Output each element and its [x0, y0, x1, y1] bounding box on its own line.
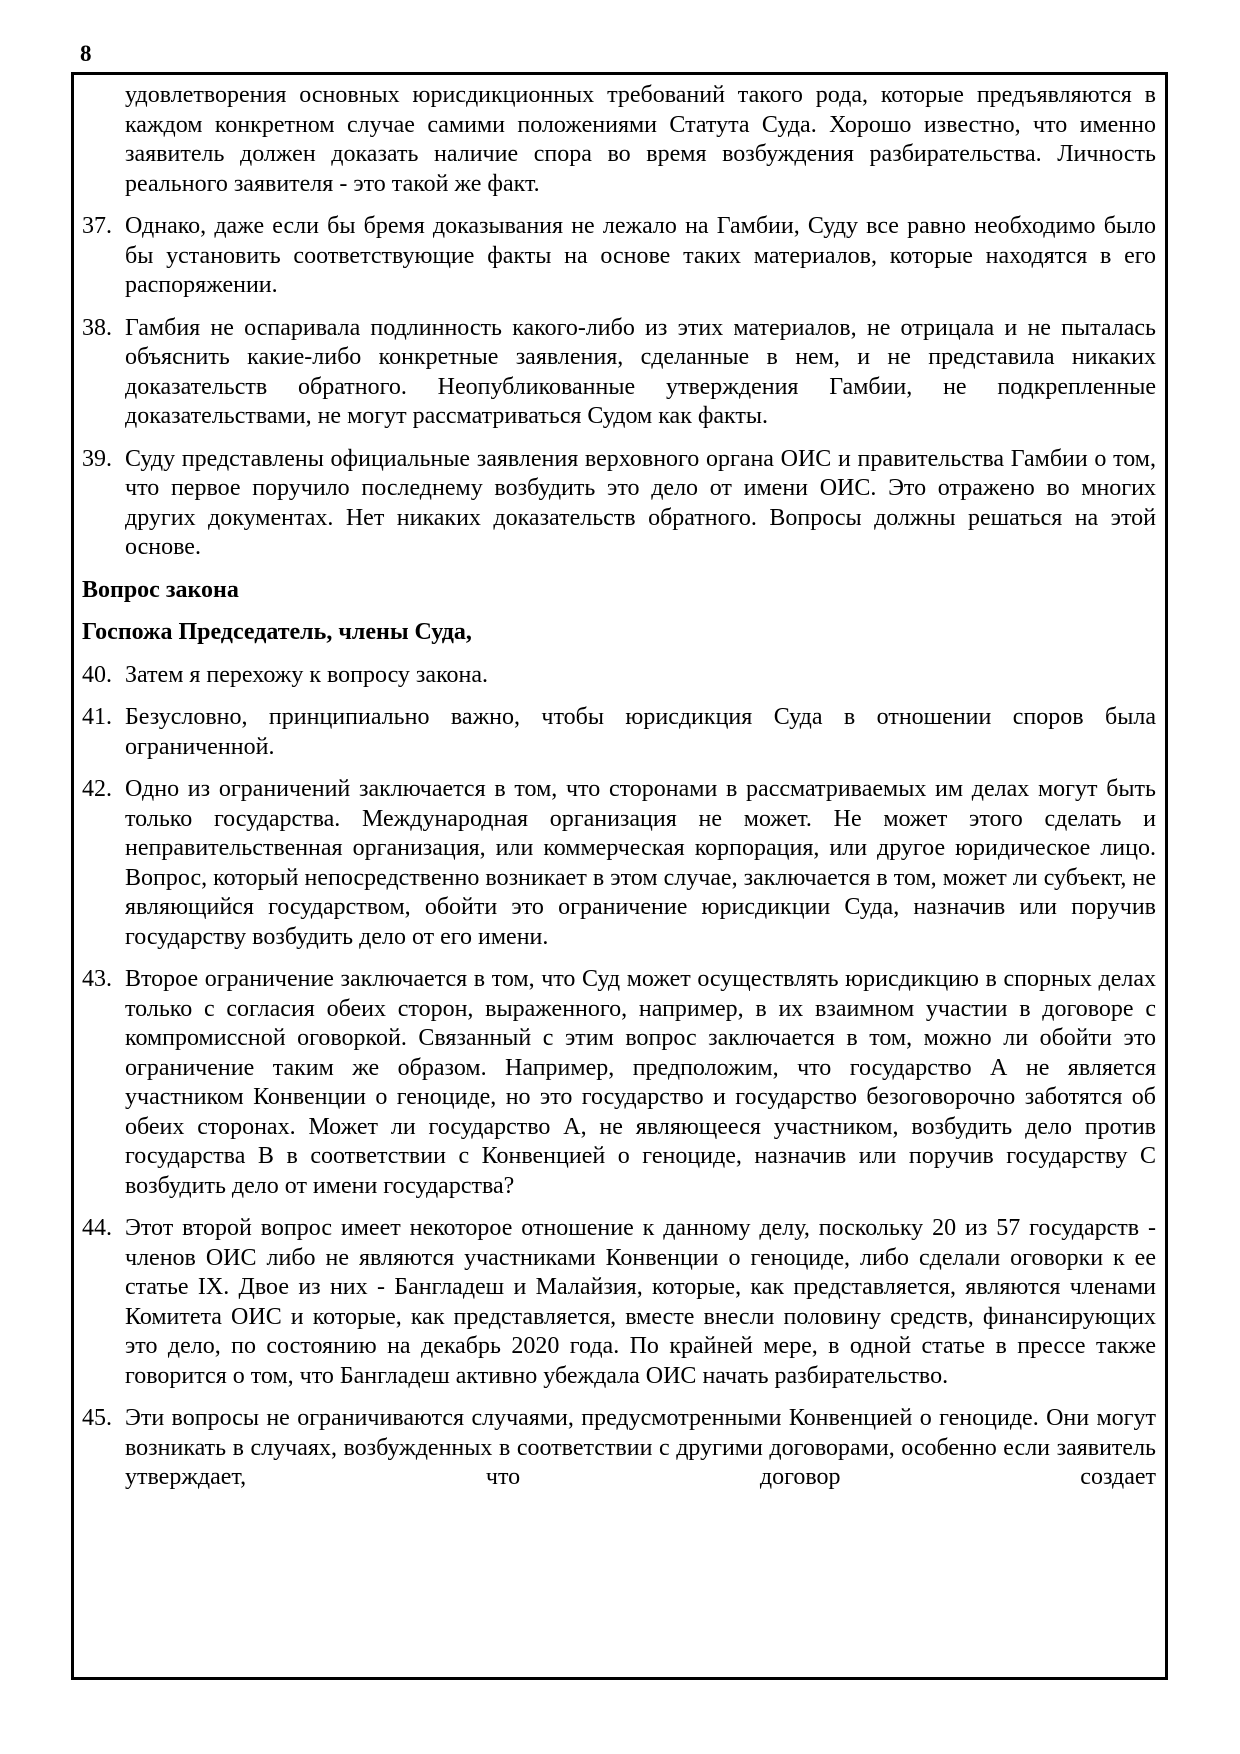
document-frame [71, 72, 1168, 1680]
paragraph-number: 41. [82, 704, 112, 730]
paragraph-text: Этот второй вопрос имеет некоторое отношение к данному делу, поскольку 20 из 57 государств - членов ОИС либо не являются участниками Конвенции о геноциде, либо сделали оговорки к ее статье IX. Двое из них - Бангладеш и Малайзия, которые, как представляется, являются членами Комитета ОИС и которые, как представляется, вместе внесли половину средств, финансирующих это дело, по состоянию на декабрь 2020 года. По крайней мере, в одной статье в прессе также говорится о том, что Бангладеш активно убеждала ОИС начать разбирательство. [125, 1215, 1156, 1389]
page-number: 8 [80, 41, 92, 66]
paragraph-number: 42. [82, 776, 112, 802]
paragraph-42 [82, 775, 1156, 952]
paragraph-number: 37. [82, 213, 112, 239]
paragraph-number: 40. [82, 661, 112, 688]
paragraph-45 [82, 1404, 1156, 1493]
paragraph-39 [82, 445, 1156, 563]
paragraph-number: 45. [82, 1405, 112, 1431]
continuation-paragraph: удовлетворения основных юрисдикционных требований такого рода, которые предъявляются в каждом конкретном случае самими положениями Статута Суда. Хорошо известно, что именно заявитель должен доказать наличие спора во время возбуждения разбирательства. Личность реального заявителя - это такой же факт. [125, 82, 1156, 197]
paragraph-number: 43. [82, 966, 112, 992]
paragraph-number: 44. [82, 1215, 112, 1241]
paragraph-text: Второе ограничение заключается в том, что Суд может осуществлять юрисдикцию в спорных делах только с согласия обеих сторон, выраженного, например, в их взаимном участии в договоре с компромиссной оговоркой. Связанный с этим вопрос заключается в том, можно ли обойти это ограничение таким же образом. Например, предположим, что государство А не является участником Конвенции о геноциде, но это государство и государство безоговорочно заботятся об обеих сторонах. Может ли государство А, не являющееся участником, возбудить дело против государства В в соответствии с Конвенцией о геноциде, назначив или поручив государству С возбудить дело от имени государства? [125, 966, 1156, 1199]
paragraph-37 [82, 212, 1156, 301]
paragraph-43 [82, 965, 1156, 1201]
paragraph-text: Гамбия не оспаривала подлинность какого-либо из этих материалов, не отрицала и не пыталась объяснить какие-либо конкретные заявления, сделанные в нем, и не представила никаких доказательств обратного. Неопубликованные утверждения Гамбии, не подкрепленные доказательствами, не могут рассматриваться Судом как факты. [125, 314, 1156, 429]
paragraph-40 [82, 661, 1156, 691]
address-heading: Госпожа Председатель, члены Суда, [82, 619, 472, 645]
paragraph-text: Безусловно, принципиально важно, чтобы юрисдикция Суда в отношении споров была ограниченной. [125, 704, 1156, 760]
paragraph-text: Суду представлены официальные заявления верховного органа ОИС и правительства Гамбии о том, что первое поручило последнему возбудить это дело от имени ОИС. Это отражено во многих других документах. Нет никаких доказательств обратного. Вопросы должны решаться на этой основе. [125, 445, 1156, 560]
paragraph-41 [82, 703, 1156, 762]
paragraph-number: 39. [82, 445, 112, 472]
paragraph-text: Одно из ограничений заключается в том, что сторонами в рассматриваемых им делах могут быть только государства. Международная организация не может. Не может этого сделать и неправительственная организация, или коммерческая корпорация, или другое юридическое лицо. Вопрос, который непосредственно возникает в этом случае, заключается в том, может ли субъект, не являющийся государством, обойти это ограничение юрисдикции Суда, назначив или поручив государству возбудить дело от его имени. [125, 776, 1156, 950]
paragraph-44 [82, 1214, 1156, 1391]
paragraph-text: Однако, даже если бы бремя доказывания не лежало на Гамбии, Суду все равно необходимо было бы установить соответствующие факты на основе таких материалов, которые находятся в его распоряжении. [125, 213, 1156, 298]
paragraph-text: Эти вопросы не ограничиваются случаями, предусмотренными Конвенцией о геноциде. Они могут возникать в случаях, возбужденных в соответствии с другими договорами, особенно если заявитель утверждает, что договор создает [125, 1405, 1156, 1490]
paragraph-38 [82, 314, 1156, 432]
paragraph-text: Затем я перехожу к вопросу закона. [125, 661, 488, 688]
paragraph-number: 38. [82, 314, 112, 341]
section-heading: Вопрос закона [82, 576, 239, 603]
